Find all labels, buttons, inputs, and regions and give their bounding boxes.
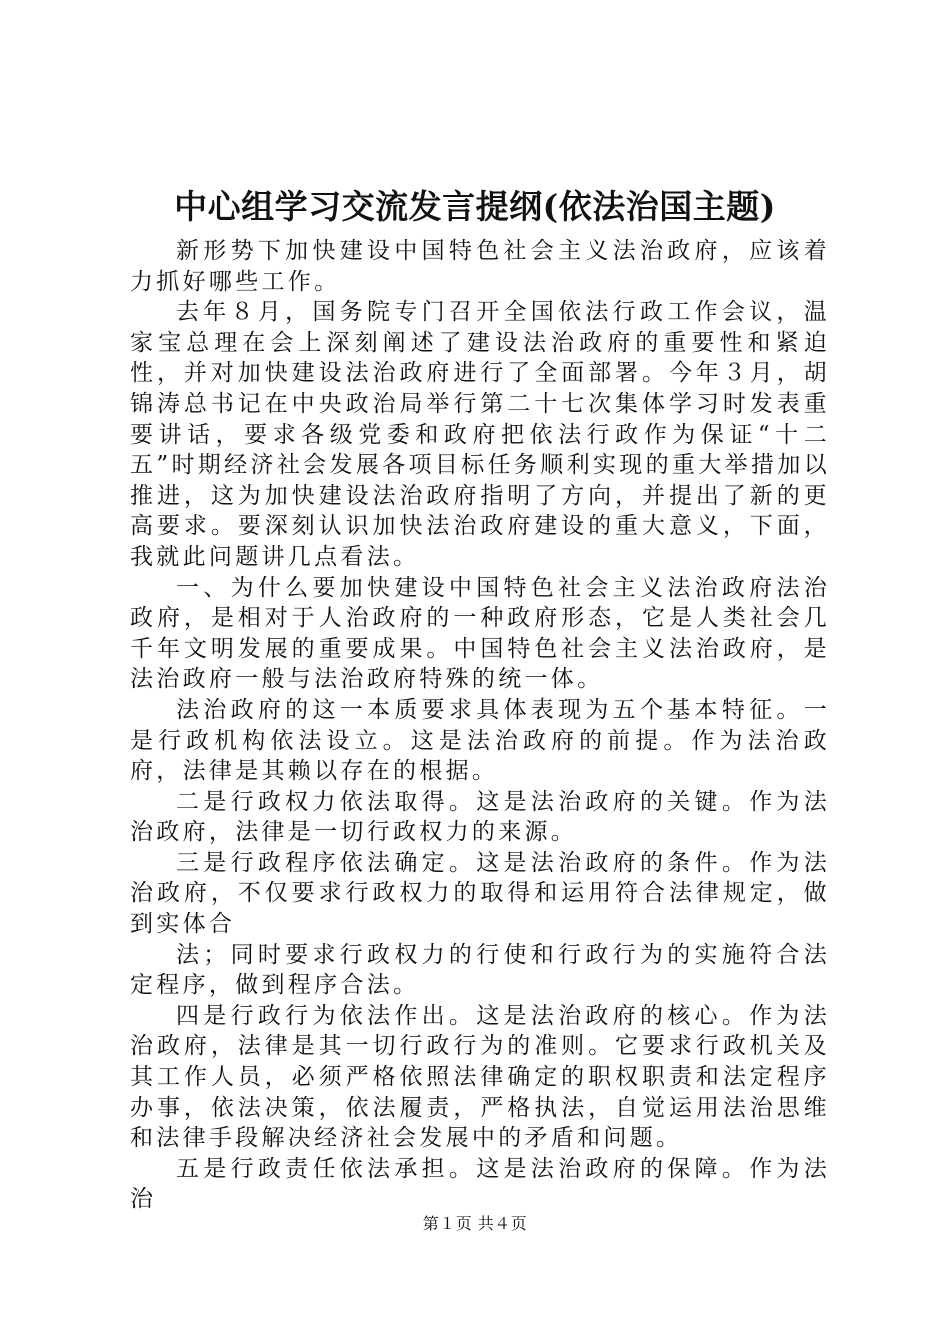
page-number-footer: 第１页 共４页	[422, 1214, 528, 1233]
paragraph: 法；同时要求行政权力的行使和行政行为的实施符合法定程序，做到程序合法。	[130, 941, 830, 999]
paragraph: 一、为什么要加快建设中国特色社会主义法治政府法治政府，是相对于人治政府的一种政府形态，它是人类社会几千年文明发展的重要成果。中国特色社会主义法治政府，是法治政府一般与法治政府特殊的统一体。	[130, 574, 830, 693]
paragraph: 去年８月，国务院专门召开全国依法行政工作会议，温家宝总理在会上深刻阐述了建设法治政府的重要性和紧迫性，并对加快建设法治政府进行了全面部署。今年３月，胡锦涛总书记在中央政治局举行第二十七次集体学习时发表重要讲话，要求各级党委和政府把依法行政作为保证“十二五”时期经济社会发展各项目标任务顺利实现的重大举措加以推进，这为加快建设法治政府指明了方向，并提出了新的更高要求。要深刻认识加快法治政府建设的重大意义，下面，我就此问题讲几点看法。	[130, 299, 830, 570]
paragraph: 二是行政权力依法取得。这是法治政府的关键。作为法治政府，法律是一切行政权力的来源。	[130, 788, 830, 846]
paragraph: 四是行政行为依法作出。这是法治政府的核心。作为法治政府，法律是其一切行政行为的准则。它要求行政机关及其工作人员，必须严格依照法律确定的职权职责和法定程序办事，依法决策，依法履责，严格执法，自觉运用法治思维和法律手段解决经济社会发展中的矛盾和问题。	[130, 1002, 830, 1152]
paragraph: 法治政府的这一本质要求具体表现为五个基本特征。一是行政机构依法设立。这是法治政府的前提。作为法治政府，法律是其赖以存在的根据。	[130, 696, 830, 785]
paragraph: 三是行政程序依法确定。这是法治政府的条件。作为法治政府，不仅要求行政权力的取得和运用符合法律规定，做到实体合	[130, 849, 830, 938]
paragraph: 五是行政责任依法承担。这是法治政府的保障。作为法治	[130, 1155, 830, 1213]
paragraph: 新形势下加快建设中国特色社会主义法治政府，应该着力抓好哪些工作。	[130, 238, 830, 295]
document-body	[130, 236, 830, 1215]
document-title: 中心组学习交流发言提纲(依法治国主题)	[174, 187, 776, 226]
